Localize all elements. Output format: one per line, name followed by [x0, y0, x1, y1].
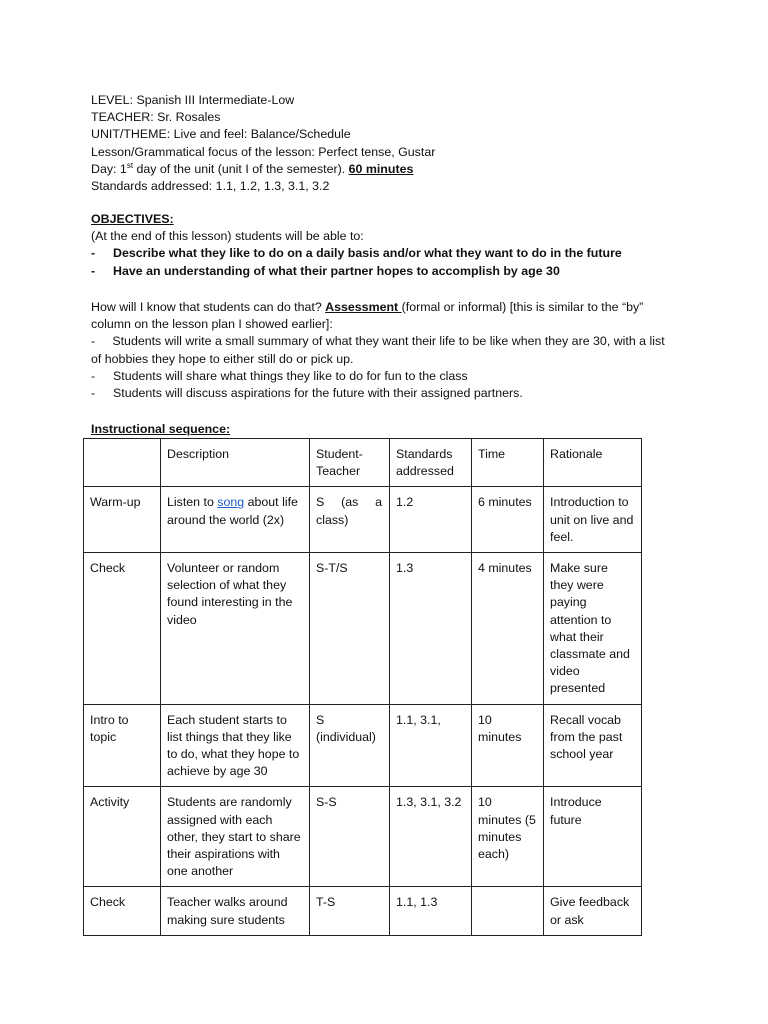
stage-cell: Check [84, 553, 161, 705]
header-cell: Time [472, 439, 544, 487]
time-cell: 10 minutes [472, 704, 544, 787]
assessment-item: - Students will discuss aspirations for the future with their assigned partners. [91, 385, 676, 402]
standards-cell: 1.3, 3.1, 3.2 [390, 787, 472, 887]
description-cell: Students are randomly assigned with each other, they start to share their aspirations with one another [161, 787, 310, 887]
assessment-item-text: Students will write a small summary of what they want their life to be like when they are 30, with a list of hobbies they hope to either still do or pick up. [91, 334, 665, 366]
grammar-focus-line: Lesson/Grammatical focus of the lesson: Perfect tense, Gustar [91, 144, 436, 159]
standards-cell: 1.1, 1.3 [390, 887, 472, 935]
instructional-sequence-table [83, 438, 642, 936]
day-ordinal-suffix: st [126, 160, 134, 170]
rationale-cell: Give feedback or ask [544, 887, 642, 935]
assessment-question-rest: (formal or informal) [this is similar to the “by” column on the lesson plan I showed earlier]: [91, 300, 644, 332]
description-text: Listen to [167, 495, 218, 510]
assessment-question-text: How will I know that students can do that? [91, 300, 326, 314]
objective-text: Describe what they like to do on a daily basis and/or what they want to do in the future [113, 246, 622, 261]
standards-cell: 1.2 [390, 487, 472, 553]
header-cell: Rationale [544, 439, 642, 487]
table-row [84, 553, 642, 705]
objectives-intro: (At the end of this lesson) students will be able to: [91, 229, 364, 244]
unit-theme-line: UNIT/THEME: Live and feel: Balance/Schedule [91, 127, 351, 142]
description-cell: Each student starts to list things that they like to do, what they hope to achieve by age 30 [161, 704, 310, 787]
assessment-section [91, 299, 676, 402]
rationale-cell: Recall vocab from the past school year [544, 704, 642, 787]
rationale-cell: Introduce future [544, 787, 642, 887]
objective-item: - Have an understanding of what their partner hopes to accomplish by age 30 [91, 263, 691, 280]
assessment-item-text: Students will discuss aspirations for the future with their assigned partners. [113, 386, 523, 401]
student-teacher-cell: S-T/S [310, 553, 390, 705]
lesson-header [91, 92, 691, 195]
objectives-section [91, 211, 691, 280]
stage-cell: Warm-up [84, 487, 161, 553]
table-row [84, 887, 642, 935]
standards-cell: 1.1, 3.1, [390, 704, 472, 787]
student-teacher-text: class) [316, 512, 349, 527]
student-teacher-cell [310, 487, 390, 553]
header-cell: Description [161, 439, 310, 487]
assessment-item: - Students will write a small summary of what they want their life to be like when they are 30, with a list of hobbies they hope to either still do or pick up. [91, 334, 665, 366]
time-cell [472, 887, 544, 935]
table-row [84, 704, 642, 787]
student-teacher-text: S [316, 495, 325, 510]
teacher-line: TEACHER: Sr. Rosales [91, 110, 221, 125]
stage-cell: Intro to topic [84, 704, 161, 787]
rationale-cell: Make sure they were paying attention to what their classmate and video presented [544, 553, 642, 705]
objective-text: Have an understanding of what their partner hopes to accomplish by age 30 [113, 263, 560, 278]
table-header-row [84, 439, 642, 487]
day-rest: day of the unit (unit I of the semester). [133, 161, 349, 176]
standards-cell: 1.3 [390, 553, 472, 705]
header-cell [84, 439, 161, 487]
stage-cell: Check [84, 887, 161, 935]
song-link[interactable]: song [217, 495, 245, 510]
header-cell: Student-Teacher [310, 439, 390, 487]
objectives-title: OBJECTIVES: [91, 212, 174, 226]
description-cell [161, 487, 310, 553]
student-teacher-cell: T-S [310, 887, 390, 935]
student-teacher-text: (as [341, 495, 359, 510]
day-duration: 60 minutes [348, 161, 414, 176]
time-cell: 6 minutes [472, 487, 544, 553]
rationale-cell: Introduction to unit on live and feel. [544, 487, 642, 553]
objective-item: - Describe what they like to do on a daily basis and/or what they want to do in the future [91, 245, 691, 262]
time-cell: 4 minutes [472, 553, 544, 705]
assessment-item-text: Students will share what things they like to do for fun to the class [113, 368, 468, 383]
student-teacher-cell: S (individual) [310, 704, 390, 787]
day-prefix: Day: 1 [91, 161, 127, 176]
description-cell: Teacher walks around making sure students [161, 887, 310, 935]
time-cell: 10 minutes (5 minutes each) [472, 787, 544, 887]
standards-line: Standards addressed: 1.1, 1.2, 1.3, 3.1, 3.2 [91, 179, 330, 194]
table-row [84, 487, 642, 553]
assessment-label: Assessment [325, 300, 402, 314]
student-teacher-text: a [375, 495, 382, 510]
table-row [84, 787, 642, 887]
day-line [91, 161, 691, 178]
assessment-item: - Students will share what things they like to do for fun to the class [91, 368, 676, 385]
level-line: LEVEL: Spanish III Intermediate-Low [91, 93, 295, 107]
header-cell: Standards addressed [390, 439, 472, 487]
student-teacher-cell: S-S [310, 787, 390, 887]
assessment-question [91, 299, 676, 333]
stage-cell: Activity [84, 787, 161, 887]
description-cell: Volunteer or random selection of what they found interesting in the video [161, 553, 310, 705]
description-text: about life around the world (2x) [167, 495, 298, 527]
instructional-sequence-title: Instructional sequence: [91, 422, 231, 436]
